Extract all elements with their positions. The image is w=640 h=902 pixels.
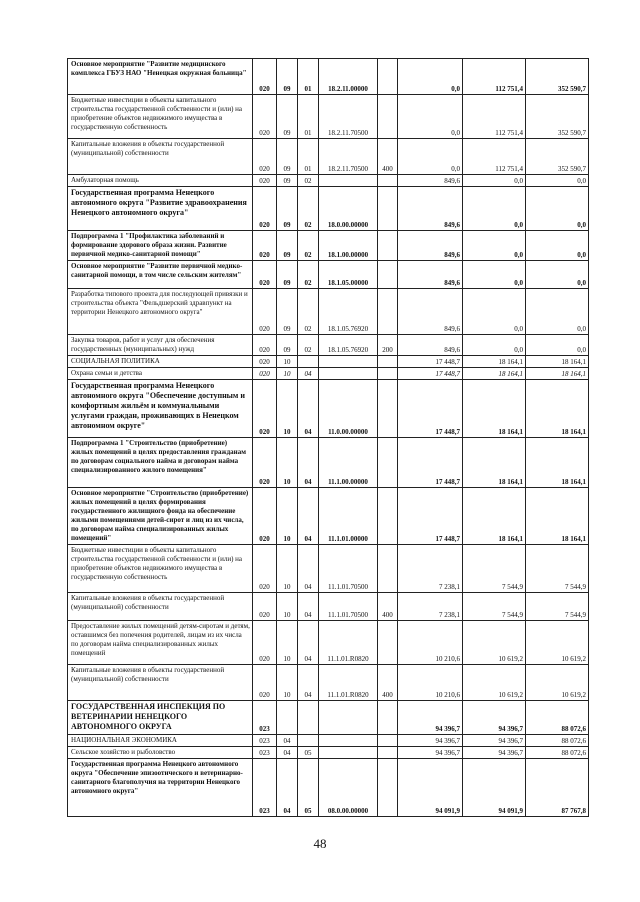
table-row [68,380,589,438]
cell-amount-1: 849,6 [398,175,463,187]
row-name: Бюджетные инвестиции в объекты капитального строительства государственной собственности и (или) на приобретение объектов недвижимого имущества в государственную собственность [68,545,253,593]
table-row [68,593,589,621]
cell-amount-3: 18 164,1 [526,368,589,380]
cell-target-article [319,701,378,735]
row-name: Основное мероприятие "Строительство (приобретение) жилых помещений в целях формирования государственного жилищного фонда на обеспечение жилыми помещениями детей-сирот и лиц из их числа, по договорам найма специализированных жилых помещений" [68,488,253,545]
row-name: Государственная программа Ненецкого автономного округа "Обеспечение доступным и комфортным жильём и коммунальными услугами граждан, проживающих в Ненецком автономном округе" [68,380,253,438]
cell-expense-type [378,701,398,735]
cell-amount-1: 0,0 [398,139,463,175]
cell-subsection: 02 [298,175,319,187]
cell-expense-type [378,261,398,289]
table-row [68,289,589,335]
cell-amount-2: 18 164,1 [463,438,526,488]
cell-section: 04 [277,735,298,747]
table-row [68,735,589,747]
cell-target-article [319,735,378,747]
row-name: Подпрограмма 1 "Строительство (приобретение) жилых помещений в целях предоставления гражданам по договорам социального найма и договорам найма специализированного жилого помещения" [68,438,253,488]
cell-amount-2: 18 164,1 [463,488,526,545]
cell-grbs: 020 [253,187,277,231]
cell-subsection [298,735,319,747]
cell-target-article [319,356,378,368]
cell-subsection: 04 [298,593,319,621]
table-row [68,747,589,759]
cell-subsection: 02 [298,231,319,261]
cell-subsection: 04 [298,438,319,488]
cell-amount-2: 18 164,1 [463,356,526,368]
cell-amount-2: 10 619,2 [463,665,526,701]
cell-amount-3: 0,0 [526,335,589,356]
cell-expense-type [378,621,398,665]
cell-section: 10 [277,488,298,545]
row-name: Капитальные вложения в объекты государственной (муниципальной) собственности [68,665,253,701]
cell-amount-3: 0,0 [526,261,589,289]
cell-subsection [298,701,319,735]
cell-amount-3: 88 072,6 [526,735,589,747]
cell-amount-1: 94 396,7 [398,735,463,747]
cell-amount-1: 0,0 [398,59,463,95]
cell-subsection: 04 [298,545,319,593]
cell-amount-3: 18 164,1 [526,356,589,368]
row-name: Подпрограмма 1 "Профилактика заболеваний и формирование здорового образа жизни. Развитие первичной медико-санитарной помощи" [68,231,253,261]
table-row [68,438,589,488]
cell-amount-3: 0,0 [526,231,589,261]
cell-expense-type [378,187,398,231]
cell-expense-type: 400 [378,139,398,175]
table-row [68,488,589,545]
cell-amount-2: 0,0 [463,175,526,187]
row-name: Капитальные вложения в объекты государственной (муниципальной) собственности [68,139,253,175]
cell-amount-2: 112 751,4 [463,95,526,139]
cell-grbs: 020 [253,289,277,335]
cell-target-article: 11.0.00.00000 [319,380,378,438]
cell-amount-3: 10 619,2 [526,621,589,665]
cell-grbs: 020 [253,380,277,438]
cell-grbs: 020 [253,335,277,356]
table-row [68,701,589,735]
cell-subsection: 04 [298,368,319,380]
cell-grbs: 020 [253,621,277,665]
cell-amount-2: 18 164,1 [463,368,526,380]
table-row [68,95,589,139]
table-row [68,335,589,356]
cell-amount-3: 0,0 [526,289,589,335]
cell-amount-1: 849,6 [398,335,463,356]
cell-grbs: 020 [253,231,277,261]
cell-section: 10 [277,356,298,368]
cell-amount-1: 849,6 [398,289,463,335]
cell-amount-3: 352 590,7 [526,139,589,175]
cell-amount-1: 10 210,6 [398,665,463,701]
row-name: Сельское хозяйство и рыболовство [68,747,253,759]
row-name: Амбулаторная помощь [68,175,253,187]
cell-section: 09 [277,95,298,139]
cell-target-article: 18.0.00.00000 [319,187,378,231]
cell-amount-2: 0,0 [463,231,526,261]
cell-section: 10 [277,593,298,621]
row-name: НАЦИОНАЛЬНАЯ ЭКОНОМИКА [68,735,253,747]
cell-amount-1: 17 448,7 [398,380,463,438]
cell-amount-2: 10 619,2 [463,621,526,665]
cell-expense-type [378,380,398,438]
cell-target-article: 11.1.00.00000 [319,438,378,488]
cell-target-article: 18.2.11.70500 [319,139,378,175]
budget-table-body [68,59,589,817]
table-row [68,139,589,175]
cell-amount-2: 94 396,7 [463,701,526,735]
cell-subsection: 02 [298,289,319,335]
cell-subsection: 01 [298,95,319,139]
cell-subsection: 05 [298,747,319,759]
cell-expense-type [378,438,398,488]
cell-grbs: 023 [253,747,277,759]
cell-amount-2: 112 751,4 [463,59,526,95]
budget-table [67,58,589,817]
cell-amount-3: 87 767,8 [526,759,589,817]
cell-section [277,701,298,735]
cell-amount-2: 94 091,9 [463,759,526,817]
cell-amount-2: 112 751,4 [463,139,526,175]
cell-grbs: 020 [253,665,277,701]
row-name: Охрана семьи и детства [68,368,253,380]
table-row [68,59,589,95]
cell-amount-3: 7 544,9 [526,545,589,593]
cell-grbs: 020 [253,95,277,139]
cell-grbs: 020 [253,139,277,175]
cell-subsection [298,356,319,368]
cell-subsection: 04 [298,380,319,438]
cell-section: 10 [277,665,298,701]
row-name: Предоставление жилых помещений детям-сиротам и детям, оставшимся без попечения родителей, лицам из их числа по договорам найма специализированных жилых помещений [68,621,253,665]
cell-target-article: 18.2.11.00000 [319,59,378,95]
cell-amount-1: 7 238,1 [398,545,463,593]
cell-section: 09 [277,59,298,95]
row-name: ГОСУДАРСТВЕННАЯ ИНСПЕКЦИЯ ПО ВЕТЕРИНАРИИ НЕНЕЦКОГО АВТОНОМНОГО ОКРУГА [68,701,253,735]
cell-section: 09 [277,231,298,261]
cell-amount-3: 7 544,9 [526,593,589,621]
cell-expense-type: 200 [378,335,398,356]
row-name: Основное мероприятие "Развитие первичной медико-санитарной помощи, в том числе сельским жителям" [68,261,253,289]
cell-amount-3: 352 590,7 [526,59,589,95]
cell-section: 09 [277,187,298,231]
cell-subsection: 02 [298,261,319,289]
cell-expense-type: 400 [378,593,398,621]
cell-grbs: 020 [253,488,277,545]
cell-amount-1: 849,6 [398,231,463,261]
cell-grbs: 023 [253,701,277,735]
cell-amount-1: 17 448,7 [398,438,463,488]
cell-grbs: 020 [253,175,277,187]
cell-amount-3: 88 072,6 [526,747,589,759]
cell-expense-type [378,368,398,380]
row-name: СОЦИАЛЬНАЯ ПОЛИТИКА [68,356,253,368]
cell-section: 09 [277,261,298,289]
cell-amount-2: 0,0 [463,289,526,335]
row-name: Государственная программа Ненецкого автономного округа "Развитие здравоохранения Ненецкого автономного округа" [68,187,253,231]
cell-amount-1: 17 448,7 [398,368,463,380]
cell-expense-type [378,289,398,335]
row-name: Закупка товаров, работ и услуг для обеспечения государственных (муниципальных) нужд [68,335,253,356]
cell-subsection: 04 [298,488,319,545]
cell-section: 04 [277,759,298,817]
cell-amount-2: 7 544,9 [463,593,526,621]
cell-amount-1: 849,6 [398,261,463,289]
cell-section: 04 [277,747,298,759]
cell-amount-1: 94 396,7 [398,701,463,735]
table-row [68,175,589,187]
cell-target-article: 11.1.01.R0820 [319,665,378,701]
cell-amount-2: 0,0 [463,261,526,289]
cell-target-article: 08.0.00.00000 [319,759,378,817]
table-row [68,231,589,261]
cell-section: 10 [277,380,298,438]
cell-target-article: 11.1.01.00000 [319,488,378,545]
row-name: Основное мероприятие "Развитие медицинского комплекса ГБУЗ НАО "Ненецкая окружная больница" [68,59,253,95]
cell-target-article [319,368,378,380]
cell-amount-2: 18 164,1 [463,380,526,438]
cell-subsection: 04 [298,665,319,701]
table-row [68,759,589,817]
cell-subsection: 01 [298,59,319,95]
table-row [68,545,589,593]
cell-subsection: 01 [298,139,319,175]
cell-amount-1: 94 091,9 [398,759,463,817]
cell-expense-type [378,759,398,817]
cell-expense-type [378,735,398,747]
cell-amount-2: 7 544,9 [463,545,526,593]
cell-section: 09 [277,289,298,335]
cell-target-article: 18.1.05.00000 [319,261,378,289]
cell-amount-2: 94 396,7 [463,747,526,759]
cell-amount-3: 10 619,2 [526,665,589,701]
cell-expense-type [378,488,398,545]
cell-expense-type [378,545,398,593]
cell-target-article: 18.1.00.00000 [319,231,378,261]
cell-amount-1: 94 396,7 [398,747,463,759]
page-number: 48 [313,836,327,851]
cell-amount-1: 0,0 [398,95,463,139]
cell-grbs: 020 [253,438,277,488]
cell-section: 10 [277,438,298,488]
cell-amount-1: 7 238,1 [398,593,463,621]
cell-amount-3: 0,0 [526,187,589,231]
cell-grbs: 023 [253,735,277,747]
table-row [68,356,589,368]
table-row [68,187,589,231]
cell-expense-type [378,95,398,139]
cell-subsection: 02 [298,187,319,231]
cell-grbs: 023 [253,759,277,817]
row-name: Разработка типового проекта для последующей привязки и строительства объекта "Фельдшерский здравпункт на территории Ненецкого автономного округа" [68,289,253,335]
cell-expense-type [378,231,398,261]
cell-amount-3: 88 072,6 [526,701,589,735]
cell-amount-1: 849,6 [398,187,463,231]
cell-grbs: 020 [253,261,277,289]
cell-target-article [319,747,378,759]
cell-subsection: 05 [298,759,319,817]
cell-amount-1: 10 210,6 [398,621,463,665]
cell-grbs: 020 [253,59,277,95]
budget-table-sheet [67,58,588,817]
cell-target-article [319,175,378,187]
cell-section: 10 [277,621,298,665]
table-row [68,665,589,701]
cell-grbs: 020 [253,593,277,621]
cell-expense-type [378,175,398,187]
cell-expense-type [378,356,398,368]
cell-section: 09 [277,335,298,356]
cell-grbs: 020 [253,545,277,593]
cell-amount-3: 18 164,1 [526,438,589,488]
cell-target-article: 18.2.11.70500 [319,95,378,139]
row-name: Государственная программа Ненецкого автономного округа "Обеспечение эпизоотического и ветеринарно-санитарного благополучия на территории Ненецкого автономного округа" [68,759,253,817]
cell-target-article: 11.1.01.70500 [319,545,378,593]
cell-section: 09 [277,175,298,187]
cell-section: 09 [277,139,298,175]
cell-target-article: 11.1.01.70500 [319,593,378,621]
cell-grbs: 020 [253,356,277,368]
cell-subsection: 04 [298,621,319,665]
cell-amount-2: 0,0 [463,335,526,356]
cell-amount-3: 352 590,7 [526,95,589,139]
cell-section: 10 [277,368,298,380]
cell-expense-type [378,59,398,95]
cell-expense-type [378,747,398,759]
cell-target-article: 18.1.05.76920 [319,289,378,335]
cell-amount-3: 18 164,1 [526,488,589,545]
cell-amount-1: 17 448,7 [398,488,463,545]
cell-grbs: 020 [253,368,277,380]
cell-amount-2: 0,0 [463,187,526,231]
cell-section: 10 [277,545,298,593]
cell-amount-3: 0,0 [526,175,589,187]
cell-amount-3: 18 164,1 [526,380,589,438]
cell-target-article: 11.1.01.R0820 [319,621,378,665]
table-row [68,621,589,665]
row-name: Бюджетные инвестиции в объекты капитального строительства государственной собственности и (или) на приобретение объектов недвижимого имущества в государственную собственность [68,95,253,139]
cell-subsection: 02 [298,335,319,356]
cell-amount-1: 17 448,7 [398,356,463,368]
table-row [68,368,589,380]
cell-amount-2: 94 396,7 [463,735,526,747]
row-name: Капитальные вложения в объекты государственной (муниципальной) собственности [68,593,253,621]
table-row [68,261,589,289]
cell-expense-type: 400 [378,665,398,701]
cell-target-article: 18.1.05.76920 [319,335,378,356]
